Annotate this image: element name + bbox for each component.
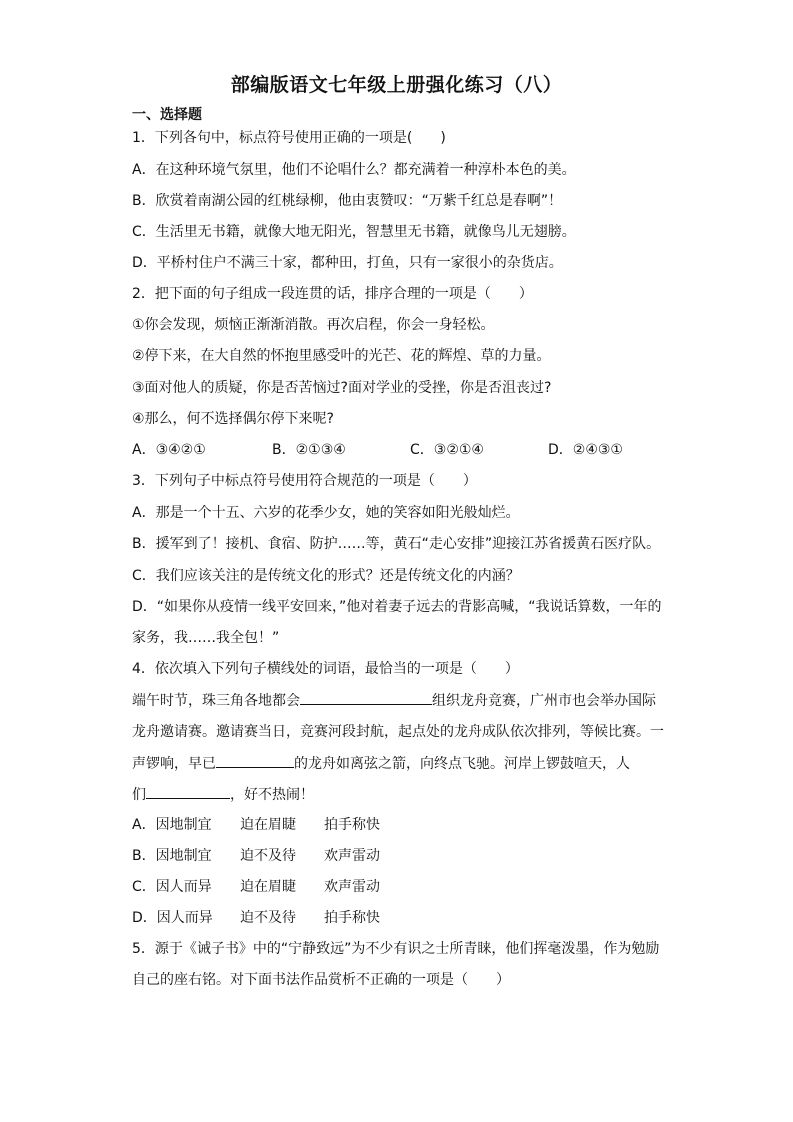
q4-option-b-word2: 迫不及待: [240, 848, 296, 864]
q4-option-c-word1: C．因人而异: [132, 879, 212, 895]
q3-stem: 3．下列句子中标点符号使用符合规范的一项是（ ）: [132, 473, 477, 489]
q2-stem: 2．把下面的句子组成一段连贯的话，排序合理的一项是（ ）: [132, 286, 533, 302]
q4-passage-line3: [132, 753, 630, 774]
q4-option-b-word3: 欢声雷动: [324, 848, 380, 864]
blank-1: [300, 690, 432, 705]
q1-option-c: C．生活里无书籍，就像大地无阳光，智慧里无书籍，就像鸟儿无翅膀。: [132, 224, 576, 240]
q4-stem: 4．依次填入下列句子横线处的词语，最恰当的一项是（ ）: [132, 661, 519, 677]
q4-option-c-word2: 迫在眉睫: [240, 879, 296, 895]
q3-option-a: A．那是一个十五、六岁的花季少女，她的笑容如阳光般灿烂。: [132, 505, 520, 521]
blank-2: [216, 753, 294, 768]
q2-sentence-4: ④那么，何不选择偶尔停下来呢?: [132, 411, 334, 427]
q4-option-b-word1: B．因地制宜: [132, 848, 212, 864]
q4-passage-line4: [132, 784, 314, 805]
q4-text: ，好不热闹！: [230, 787, 314, 803]
q2-sentence-3: ③面对他人的质疑，你是否苦恼过?面对学业的受挫，你是否沮丧过?: [132, 380, 552, 396]
q4-option-a-word3: 拍手称快: [324, 817, 380, 833]
q1-stem: 1．下列各句中，标点符号使用正确的一项是( ): [132, 130, 446, 146]
q2-option-c: C．③②①④: [410, 442, 484, 458]
blank-3: [146, 784, 230, 799]
q4-option-d: [132, 908, 532, 928]
q4-text: 组织龙舟竞赛，广州市也会举办国际: [432, 693, 656, 709]
q4-option-c-word3: 欢声雷动: [324, 879, 380, 895]
q4-option-b: [132, 846, 532, 866]
q4-passage-line1: [132, 690, 656, 711]
q3-option-c: C．我们应该关注的是传统文化的形式？还是传统文化的内涵？: [132, 568, 520, 584]
q3-option-d-line2: 家务，我……我全包！”: [132, 630, 280, 646]
q5-stem-line2: 自己的座右铭。对下面书法作品赏析不正确的一项是（ ）: [132, 972, 510, 988]
q2-sentence-2: ②停下来，在大自然的怀抱里感受叶的光芒、花的辉煌、草的力量。: [132, 348, 551, 364]
q4-option-d-word1: D．因人而异: [132, 910, 213, 926]
q3-option-d-line1: D．“如果你从疫情一线平安回来，”他对着妻子远去的背影高喊，“我说话算数，一年的: [132, 599, 662, 615]
q1-option-b: B．欣赏着南湖公园的红桃绿柳，他由衷赞叹：“万紫千红总是春啊”！: [132, 193, 563, 209]
section-heading: 一、选择题: [132, 107, 202, 123]
q2-option-a: A．③④②①: [132, 442, 206, 458]
q2-option-d: D．②④③①: [548, 442, 623, 458]
q4-option-d-word2: 迫不及待: [240, 910, 296, 926]
q4-option-d-word3: 拍手称快: [324, 910, 380, 926]
q2-options: [132, 440, 652, 460]
q5-stem-line1: 5．源于《诫子书》中的“宁静致远”为不少有识之士所青睐，他们挥毫泼墨，作为勉励: [132, 941, 660, 957]
q3-option-b: B．援军到了！接机、食宿、防护……等，黄石“走心安排”迎接江苏省援黄石医疗队。: [132, 536, 661, 552]
q4-text: 们: [132, 787, 146, 803]
q4-option-a: [132, 815, 532, 835]
q1-option-d: D．平桥村住户不满三十家，都种田，打鱼，只有一家很小的杂货店。: [132, 255, 563, 271]
q4-option-c: [132, 877, 532, 897]
q4-passage-line2: 龙舟邀请赛。邀请赛当日，竞赛河段封航，起点处的龙舟成队依次排列，等候比赛。一: [132, 724, 664, 740]
page-title: 部编版语文七年级上册强化练习（八）: [230, 74, 563, 96]
q2-option-b: B．②①③④: [272, 442, 346, 458]
q4-option-a-word2: 迫在眉睫: [240, 817, 296, 833]
q4-option-a-word1: A．因地制宜: [132, 817, 212, 833]
q1-option-a: A．在这种环境气氛里，他们不论唱什么？都充满着一种淳朴本色的美。: [132, 162, 576, 178]
q4-text: 端午时节，珠三角各地都会: [132, 693, 300, 709]
q4-text: 声锣响，早已: [132, 756, 216, 772]
q2-sentence-1: ①你会发现，烦恼正渐渐消散。再次启程，你会一身轻松。: [132, 317, 495, 333]
q4-text: 的龙舟如离弦之箭，向终点飞驰。河岸上锣鼓喧天，人: [294, 756, 630, 772]
